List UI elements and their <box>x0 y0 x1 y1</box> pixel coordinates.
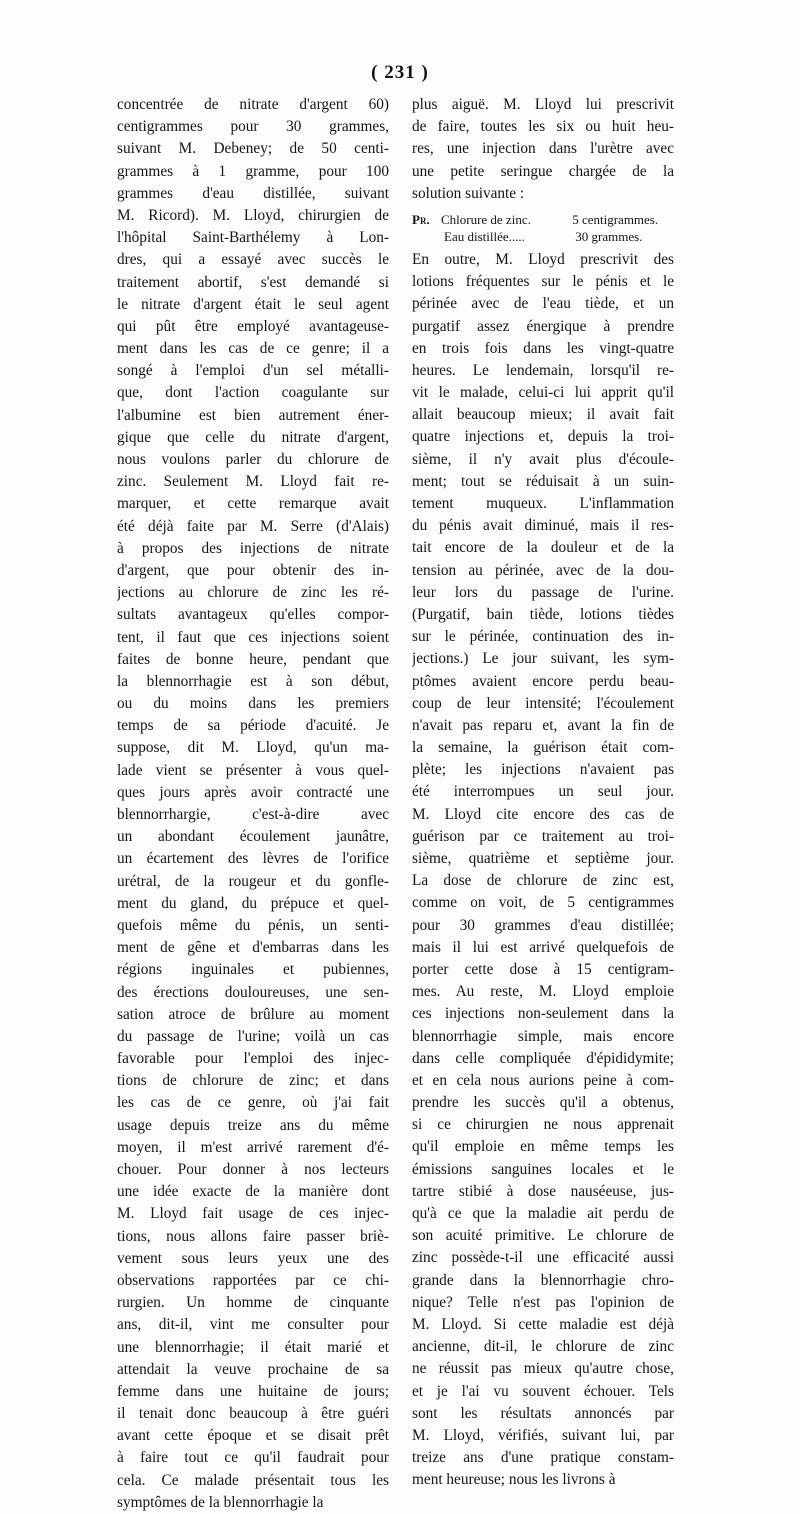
text-line: suivant M. Debeney; de 50 centi- <box>117 140 389 158</box>
text-line: ptômes avaient encore perdu beau- <box>412 672 674 690</box>
text-line: tartre stibié à dose nauséeuse, jus- <box>412 1182 674 1200</box>
text-line: ment; tout se réduisait à un suin- <box>412 472 674 490</box>
text-line: M. Ricord). M. Lloyd, chirurgien de <box>117 206 389 224</box>
text-line: que, dont l'action coagulante sur <box>117 384 389 402</box>
text-line: quefois même du pénis, un senti- <box>117 916 389 934</box>
text-line: périnée avec de l'eau tiède, et un <box>412 295 674 313</box>
text-line: La dose de chlorure de zinc est, <box>412 872 674 890</box>
text-line: une idée exacte de la manière dont <box>117 1183 389 1201</box>
text-line: l'albumine est bien autrement éner- <box>117 406 389 424</box>
text-line: ment dans les cas de ce genre; il a <box>117 340 389 358</box>
text-line: treize ans d'une pratique constam- <box>412 1449 674 1467</box>
text-line: temps de sa période d'acuité. Je <box>117 717 389 735</box>
text-line: tions, nous allons faire passer briè- <box>117 1227 389 1245</box>
text-line: qu'à ce que la maladie ait perdu de <box>412 1205 674 1222</box>
text-line: nous voulons parler du chlorure de <box>117 451 389 468</box>
text-line: plète; les injections n'avaient pas <box>412 761 674 779</box>
text-line: grammes d'eau distillée, suivant <box>117 184 389 202</box>
text-line: quatre injections et, depuis la troi- <box>412 428 674 446</box>
text-line: mes. Au reste, M. Lloyd emploie <box>412 983 674 1001</box>
text-line: sont les résultats annoncés par <box>412 1404 674 1422</box>
text-line: ancienne, dit-il, le chlorure de zinc <box>412 1338 674 1356</box>
right-column-text-before <box>412 94 674 205</box>
text-line: guérison par ce traitement au troi- <box>412 827 674 845</box>
text-line: tent, il faut que ces injections soient <box>117 628 389 646</box>
text-line: favorable pour l'emploi des injec- <box>117 1050 389 1068</box>
text-line: tension au périnée, avec de la dou- <box>412 561 674 579</box>
text-line: M. Lloyd cite encore des cas de <box>412 805 674 823</box>
page-number: ( 231 ) <box>371 62 429 83</box>
text-line: heures. Le lendemain, lorsqu'il re- <box>412 361 674 379</box>
text-line: il tenait donc beaucoup à être guéri <box>117 1405 389 1423</box>
text-line: et en cela nous aurions peine à com- <box>412 1071 674 1089</box>
text-line: plus aiguë. M. Lloyd lui prescrivit <box>412 96 674 113</box>
text-line: la semaine, la guérison était com- <box>412 739 674 757</box>
text-line: sième, quatrième et septième jour. <box>412 850 674 867</box>
text-line: tement muqueux. L'inflammation <box>412 495 674 512</box>
text-line: suppose, dit M. Lloyd, qu'un ma- <box>117 739 389 757</box>
text-line: en trois fois dans les vingt-quatre <box>412 339 674 357</box>
text-line: si ce chirurgien ne nous apprenait <box>412 1116 674 1134</box>
text-line: de faire, toutes les six ou huit heu- <box>412 118 674 136</box>
text-line: du passage de l'urine; voilà un cas <box>117 1027 389 1045</box>
text-line: ans, dit-il, vint me consulter pour <box>117 1316 389 1334</box>
text-line: n'avait pas reparu et, avant la fin de <box>412 716 674 734</box>
text-line: les cas de ce genre, où j'ai fait <box>117 1094 389 1112</box>
text-line: chouer. Pour donner à nos lecteurs <box>117 1161 389 1178</box>
text-line: usage depuis treize ans du même <box>117 1116 389 1134</box>
text-line: dres, qui a essayé avec succès le <box>117 251 389 269</box>
text-line: tait encore de la douleur et de la <box>412 539 674 557</box>
text-line: la blennorrhagie est à son début, <box>117 672 389 690</box>
text-line: faites de bonne heure, pendant que <box>117 650 389 668</box>
text-line: qui pût être employé avantageuse- <box>117 317 389 335</box>
text-line: une petite seringue chargée de la <box>412 162 674 180</box>
text-line: traitement abortif, s'est demandé si <box>117 273 389 291</box>
left-column <box>117 94 389 1514</box>
text-line: dans celle compliquée d'épididymite; <box>412 1049 674 1067</box>
text-line: pour 30 grammes d'eau distillée; <box>412 916 674 934</box>
text-line: moyen, il m'est arrivé rarement d'é- <box>117 1138 389 1156</box>
prescription-item-name: Eau distillée..... <box>444 228 525 244</box>
text-line: une blennorrhagie; il était marié et <box>117 1338 389 1356</box>
text-line: ces injections non-seulement dans la <box>412 1005 674 1023</box>
text-line: urétral, de la rougeur et du gonfle- <box>117 872 389 890</box>
text-line: leur lors du passage de l'urine. <box>412 583 674 601</box>
text-line: jections.) Le jour suivant, les sym- <box>412 650 674 668</box>
prescription-label: Pr. <box>412 211 430 227</box>
text-line: observations rapportées par ce chi- <box>117 1271 389 1289</box>
text-line: régions inguinales et pubiennes, <box>117 961 389 979</box>
prescription-item-amount: 30 grammes. <box>575 228 643 244</box>
text-line: sation atroce de brûlure au moment <box>117 1005 389 1023</box>
text-line: coup de leur intensité; l'écoulement <box>412 694 674 712</box>
text-line: d'argent, que pour obtenir des in- <box>117 561 389 579</box>
text-line: ou du moins dans les premiers <box>117 695 389 713</box>
right-column <box>412 94 674 1491</box>
text-line: avant cette époque et se disait prêt <box>117 1427 389 1445</box>
text-line: zinc possède-t-il une efficacité aussi <box>412 1249 674 1267</box>
text-line: rurgien. Un homme de cinquante <box>117 1294 389 1312</box>
text-line: à propos des injections de nitrate <box>117 539 389 557</box>
text-line: sur le périnée, continuation des in- <box>412 628 674 646</box>
text-line: M. Lloyd. Si cette maladie est déjà <box>412 1315 674 1333</box>
text-line: ment heureuse; nous les livrons à <box>412 1471 616 1489</box>
text-line: l'hôpital Saint-Barthélemy à Lon- <box>117 229 389 247</box>
text-line: été déjà faite par M. Serre (d'Alais) <box>117 517 389 535</box>
text-line: prendre les succès qu'il a obtenus, <box>412 1094 674 1112</box>
text-line: res, une injection dans l'urètre avec <box>412 140 674 158</box>
text-line: blennorrhargie, c'est-à-dire avec <box>117 806 389 823</box>
text-line: gique que celle du nitrate d'argent, <box>117 428 389 446</box>
text-line: blennorrhagie simple, mais encore <box>412 1027 674 1045</box>
right-column-text-after <box>412 249 674 1492</box>
text-line: vit le malade, celui-ci lui apprit qu'il <box>412 384 674 402</box>
text-line: émissions sanguines locales et le <box>412 1160 674 1178</box>
text-line: vement sous leurs yeux une des <box>117 1249 389 1267</box>
text-line: grande dans la blennorrhagie chro- <box>412 1271 674 1289</box>
text-line: sième, il n'y avait plus d'écoule- <box>412 450 674 468</box>
text-line: un abondant écoulement jaunâtre, <box>117 828 389 846</box>
text-line: le nitrate d'argent était le seul agent <box>117 295 389 313</box>
text-line: cela. Ce malade présentait tous les <box>117 1471 389 1489</box>
prescription-item-amount: 5 centigrammes. <box>572 211 659 227</box>
text-line: sultats avantageux qu'elles compor- <box>117 606 389 624</box>
text-line: femme dans une huitaine de jours; <box>117 1382 389 1400</box>
text-line: son acuité primitive. Le chlorure de <box>412 1227 674 1245</box>
text-line: comme on voit, de 5 centigrammes <box>412 894 674 912</box>
text-line: allait beaucoup mieux; il avait fait <box>412 406 674 424</box>
text-line: zinc. Seulement M. Lloyd fait re- <box>117 473 389 491</box>
text-line: (Purgatif, bain tiède, lotions tièdes <box>412 605 674 623</box>
text-line: à faire tout ce qu'il faudrait pour <box>117 1449 389 1467</box>
text-line: centigrammes pour 30 grammes, <box>117 118 389 136</box>
text-line: M. Lloyd, vérifiés, suivant lui, par <box>412 1426 674 1444</box>
text-line: lade vient se présenter à vous quel- <box>117 761 389 779</box>
text-line: ment de gêne et d'embarras dans les <box>117 939 389 957</box>
text-line: ques jours après avoir contracté une <box>117 783 389 801</box>
text-line: ment du gland, du prépuce et quel- <box>117 894 389 912</box>
text-line: du pénis avait diminué, mais il res- <box>412 517 674 535</box>
text-line: symptômes de la blennorrhagie la <box>117 1493 324 1511</box>
text-line: et je l'ai vu souvent échouer. Tels <box>412 1382 674 1400</box>
text-line: ne réussit pas mieux qu'autre chose, <box>412 1360 674 1378</box>
text-line: lotions fréquentes sur le pénis et le <box>412 273 674 291</box>
text-line: porter cette dose à 15 centigram- <box>412 960 674 978</box>
text-line: un écartement des lèvres de l'orifice <box>117 850 389 868</box>
text-line: marquer, et cette remarque avait <box>117 495 389 513</box>
prescription-line-1 <box>412 211 674 228</box>
text-line: été interrompues un seul jour. <box>412 783 674 801</box>
text-line: solution suivante : <box>412 184 525 202</box>
text-line: tions de chlorure de zinc; et dans <box>117 1072 389 1090</box>
text-line: mais il lui est arrivé quelquefois de <box>412 938 674 956</box>
text-line: M. Lloyd fait usage de ces injec- <box>117 1205 389 1223</box>
text-line: attendait la veuve prochaine de sa <box>117 1360 389 1378</box>
text-line: songé à l'emploi d'un sel métalli- <box>117 362 389 380</box>
text-line: concentrée de nitrate d'argent 60) <box>117 96 389 113</box>
text-line: grammes à 1 gramme, pour 100 <box>117 162 389 180</box>
prescription-item-name: Chlorure de zinc. <box>440 211 531 227</box>
text-line: jections au chlorure de zinc les ré- <box>117 584 389 602</box>
text-line: qu'il emploie en même temps les <box>412 1138 674 1156</box>
text-line: nique? Telle n'est pas l'opinion de <box>412 1293 674 1311</box>
text-line: des érections douloureuses, une sen- <box>117 983 389 1001</box>
prescription-line-2 <box>412 228 674 245</box>
text-line: purgatif assez énergique à prendre <box>412 317 674 335</box>
text-line: En outre, M. Lloyd prescrivit des <box>412 250 674 268</box>
